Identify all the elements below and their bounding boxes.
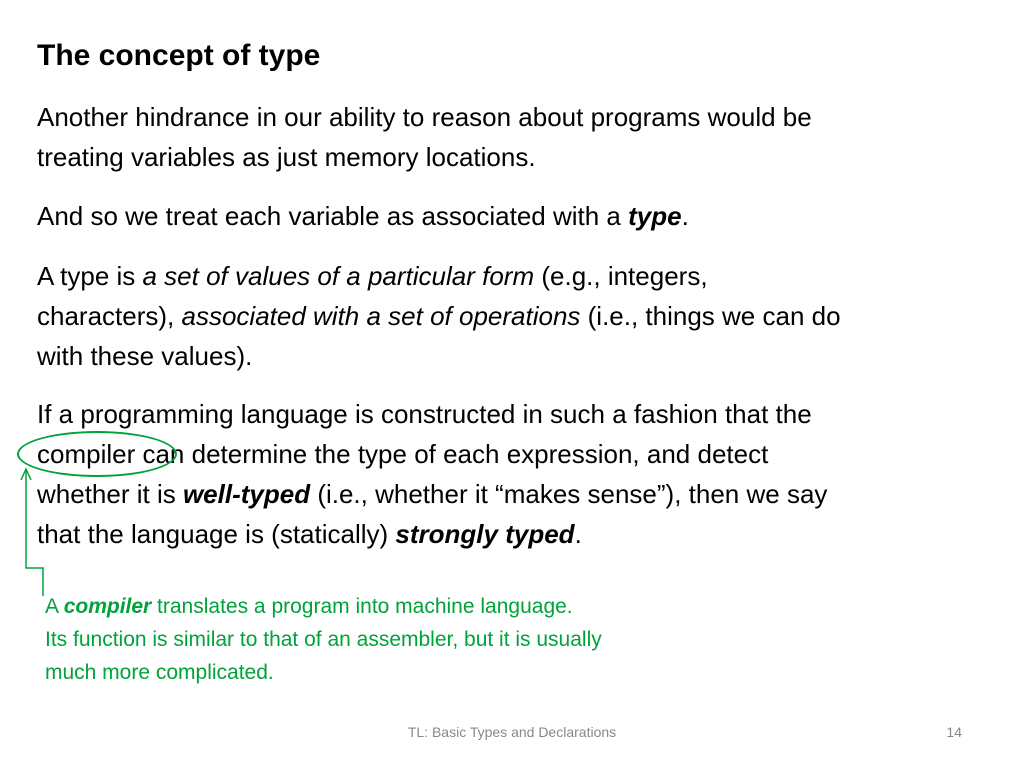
paragraph-line: treating variables as just memory locations. — [37, 142, 536, 172]
slide-footer: TL: Basic Types and Declarations — [407, 724, 617, 740]
paragraph-type-definition — [37, 256, 1012, 376]
compiler-definition-note — [45, 590, 805, 689]
paragraph-text: And so we treat each variable as associated with a — [37, 201, 629, 231]
period: . — [681, 201, 689, 231]
paragraph-line: Another hindrance in our ability to reason about programs would be — [37, 102, 812, 132]
text-run: that the language is (statically) — [37, 519, 396, 549]
circled-word-compiler — [37, 434, 135, 474]
text-run: translates a program into machine language. — [151, 595, 573, 618]
paragraph-line — [37, 474, 1012, 514]
text-run: characters), — [37, 301, 182, 331]
text-run: (i.e., things we can do — [580, 301, 841, 331]
text-run: A type is — [37, 261, 143, 291]
note-line: Its function is similar to that of an assembler, but it is usually — [45, 628, 602, 651]
note-line: much more complicated. — [45, 661, 274, 684]
text-run: compiler — [37, 439, 136, 469]
emphasis-set-of-operations: associated with a set of operations — [181, 301, 581, 331]
text-run: A — [45, 595, 64, 618]
paragraph-line — [37, 434, 1012, 474]
paragraph-line: If a programming language is constructed in such a fashion that the — [37, 399, 812, 429]
emphasis-strongly-typed: strongly typed — [395, 519, 575, 549]
slide-title: The concept of type — [37, 39, 321, 72]
paragraph-type-association — [37, 196, 1012, 236]
emphasis-compiler: compiler — [63, 595, 152, 618]
paragraph-strongly-typed — [37, 394, 1012, 554]
text-run: (i.e., whether it “makes sense”), then we say — [310, 479, 828, 509]
period: . — [574, 519, 582, 549]
paragraph-memory-locations — [37, 97, 1012, 177]
paragraph-line: with these values). — [37, 341, 253, 371]
paragraph-line — [37, 296, 1012, 336]
text-run: whether it is — [37, 479, 183, 509]
paragraph-line — [37, 256, 1012, 296]
page-number: 14 — [946, 724, 962, 740]
paragraph-line — [37, 514, 1012, 554]
text-run: (e.g., integers, — [534, 261, 708, 291]
note-line — [45, 590, 805, 623]
text-run: can determine the type of each expression, and detect — [135, 439, 769, 469]
emphasis-set-of-values: a set of values of a particular form — [142, 261, 535, 291]
emphasis-well-typed: well-typed — [182, 479, 311, 509]
emphasis-type: type — [628, 201, 682, 231]
